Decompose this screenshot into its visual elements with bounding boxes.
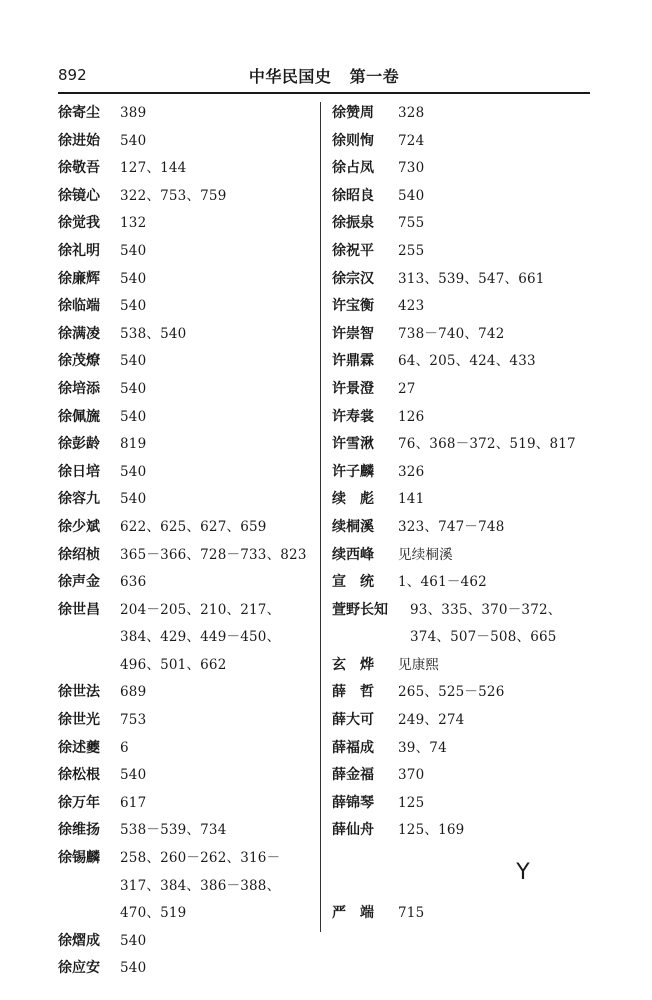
entry-name: 许景澄 xyxy=(332,380,374,397)
entry-pages: 636 xyxy=(120,574,147,591)
entry-pages: 328 xyxy=(398,105,425,121)
entry-pages: 724 xyxy=(398,132,425,149)
entry-name: 薛 哲 xyxy=(332,684,374,701)
entry-pages: 540 xyxy=(120,932,147,949)
entry-name: 徐世光 xyxy=(58,712,100,729)
entry-pages: 365－366、728－733、823 xyxy=(120,546,307,563)
index-entry xyxy=(332,266,594,294)
page-header xyxy=(58,62,590,94)
entry-pages: 540 xyxy=(120,298,147,315)
entry-name: 徐寄尘 xyxy=(58,105,100,121)
entry-pages: 540 xyxy=(120,408,147,425)
entry-pages: 753 xyxy=(120,712,147,729)
entry-pages: 730 xyxy=(398,160,425,177)
entry-name: 萱野长知 xyxy=(332,601,388,618)
index-entry xyxy=(58,128,318,156)
entry-pages: 715 xyxy=(398,905,425,922)
running-title: 中华民国史 第一卷 xyxy=(248,67,400,86)
entry-name: 徐满凌 xyxy=(58,325,100,342)
entry-pages: 540 xyxy=(120,132,147,149)
entry-name: 徐松根 xyxy=(58,767,100,784)
entry-name: 徐述夔 xyxy=(58,739,100,756)
index-entry xyxy=(332,597,594,652)
entry-name: 许崇智 xyxy=(332,325,374,342)
entry-name: 徐绍桢 xyxy=(58,546,100,563)
entry-name: 徐赞周 xyxy=(332,105,374,121)
index-entry xyxy=(58,514,318,542)
index-entry xyxy=(332,155,594,183)
index-entry xyxy=(58,790,318,818)
index-entry xyxy=(58,431,318,459)
entry-pages: 622、625、627、659 xyxy=(120,518,267,535)
entry-name: 许雪湫 xyxy=(332,436,374,453)
entry-pages: 540 xyxy=(120,242,147,259)
index-entry xyxy=(58,404,318,432)
index-entry xyxy=(58,707,318,735)
index-entry xyxy=(332,735,594,763)
entry-name: 徐则恂 xyxy=(332,132,374,149)
entry-pages: 258、260－262、316－317、384、386－388、470、519 xyxy=(120,850,281,922)
entry-pages: 127、144 xyxy=(120,160,187,177)
entry-pages: 538－539、734 xyxy=(120,822,227,839)
entry-name: 徐佩旒 xyxy=(58,408,100,425)
index-entry xyxy=(332,100,594,128)
index-entry xyxy=(332,900,594,928)
entry-name: 徐占凤 xyxy=(332,160,374,177)
entry-name: 徐应安 xyxy=(58,960,100,977)
entry-name: 徐敬吾 xyxy=(58,160,100,177)
entry-name: 徐容九 xyxy=(58,491,100,508)
index-entry xyxy=(332,128,594,156)
index-entry xyxy=(332,348,594,376)
column-divider xyxy=(320,102,321,932)
entry-name: 玄 烨 xyxy=(332,656,374,673)
entry-name: 续西峰 xyxy=(332,546,374,563)
entry-name: 薛福成 xyxy=(332,739,374,756)
entry-name: 徐觉我 xyxy=(58,215,100,232)
index-entry xyxy=(58,293,318,321)
entry-name: 徐世法 xyxy=(58,684,100,701)
entry-name: 薛仙舟 xyxy=(332,822,374,839)
entry-name: 徐镜心 xyxy=(58,187,100,204)
index-column-right xyxy=(332,100,594,928)
index-entry xyxy=(332,679,594,707)
index-entry xyxy=(332,376,594,404)
index-entry xyxy=(332,293,594,321)
entry-name: 徐进始 xyxy=(58,132,100,149)
entry-pages: 126 xyxy=(398,408,425,425)
entry-name: 许宝衡 xyxy=(332,298,374,315)
index-entry xyxy=(332,569,594,597)
entry-pages: 389 xyxy=(120,105,147,121)
entry-pages: 323、747－748 xyxy=(398,518,505,535)
entry-pages: 538、540 xyxy=(120,325,187,342)
index-entry xyxy=(58,845,318,928)
index-entry xyxy=(58,376,318,404)
index-column-left xyxy=(58,100,318,983)
index-entry xyxy=(332,817,594,845)
entry-name: 严 端 xyxy=(332,905,374,922)
entry-name: 徐临端 xyxy=(58,298,100,315)
index-entry xyxy=(58,542,318,570)
entry-pages: 125、169 xyxy=(398,822,465,839)
entry-pages: 125 xyxy=(398,794,425,811)
entry-name: 宣 统 xyxy=(332,574,374,591)
index-entry xyxy=(58,321,318,349)
entry-name: 续 彪 xyxy=(332,491,374,508)
entry-pages: 755 xyxy=(398,215,425,232)
index-entry xyxy=(58,238,318,266)
index-entry xyxy=(58,817,318,845)
index-entry xyxy=(58,155,318,183)
entry-name: 徐昭良 xyxy=(332,187,374,204)
entry-pages: 540 xyxy=(120,463,147,480)
index-entry xyxy=(58,266,318,294)
entry-name: 徐世昌 xyxy=(58,601,100,618)
entry-pages: 617 xyxy=(120,794,147,811)
entry-name: 许子麟 xyxy=(332,463,374,480)
entry-pages: 255 xyxy=(398,242,425,259)
entry-name: 徐培添 xyxy=(58,380,100,397)
entry-name: 薛锦琴 xyxy=(332,794,374,811)
index-entry xyxy=(58,569,318,597)
entry-name: 徐振泉 xyxy=(332,215,374,232)
index-entry xyxy=(58,348,318,376)
entry-pages: 370 xyxy=(398,767,425,784)
entry-pages: 27 xyxy=(398,380,416,397)
index-entry xyxy=(332,431,594,459)
index-entry xyxy=(58,210,318,238)
entry-name: 薛金福 xyxy=(332,767,374,784)
index-entry xyxy=(332,652,594,680)
entry-pages: 738－740、742 xyxy=(398,325,505,342)
entry-pages: 265、525－526 xyxy=(398,684,505,701)
entry-pages: 540 xyxy=(120,491,147,508)
entry-pages: 见康熙 xyxy=(398,656,440,673)
index-entry xyxy=(332,486,594,514)
entry-pages: 313、539、547、661 xyxy=(398,270,545,287)
entry-name: 许鼎霖 xyxy=(332,353,374,370)
page-number: 892 xyxy=(58,66,87,84)
entry-name: 徐少斌 xyxy=(58,518,100,535)
entry-pages: 326 xyxy=(398,463,425,480)
entry-name: 徐廉辉 xyxy=(58,270,100,287)
entry-pages: 93、335、370－372、374、507－508、665 xyxy=(410,601,562,646)
entry-name: 徐宗汉 xyxy=(332,270,374,287)
entry-pages: 689 xyxy=(120,684,147,701)
index-entry xyxy=(332,707,594,735)
index-entry xyxy=(332,514,594,542)
entry-name: 徐礼明 xyxy=(58,242,100,259)
entry-pages: 39、74 xyxy=(398,739,447,756)
entry-pages: 540 xyxy=(398,187,425,204)
entry-name: 徐祝平 xyxy=(332,242,374,259)
index-entry xyxy=(58,100,318,128)
entry-pages: 64、205、424、433 xyxy=(398,353,536,370)
entry-name: 许寿裳 xyxy=(332,408,374,425)
entry-name: 薛大可 xyxy=(332,712,374,729)
entry-name: 徐彭龄 xyxy=(58,436,100,453)
section-letter: Y xyxy=(516,860,530,886)
index-entry xyxy=(58,459,318,487)
index-entry xyxy=(332,404,594,432)
index-entry xyxy=(332,542,594,570)
entry-pages: 540 xyxy=(120,767,147,784)
entry-name: 徐茂燎 xyxy=(58,353,100,370)
entry-pages: 540 xyxy=(120,353,147,370)
entry-pages: 819 xyxy=(120,436,147,453)
entry-pages: 132 xyxy=(120,215,147,232)
entry-name: 徐声金 xyxy=(58,574,100,591)
index-entry xyxy=(58,928,318,956)
index-entry xyxy=(332,238,594,266)
index-entry xyxy=(332,762,594,790)
entry-pages: 540 xyxy=(120,270,147,287)
entry-pages: 见续桐溪 xyxy=(398,546,453,563)
entry-pages: 76、368－372、519、817 xyxy=(398,436,576,453)
entry-name: 续桐溪 xyxy=(332,518,374,535)
entry-pages: 1、461－462 xyxy=(398,574,487,591)
index-entry xyxy=(58,735,318,763)
entry-name: 徐锡麟 xyxy=(58,850,100,867)
entry-pages: 6 xyxy=(120,739,129,756)
entry-name: 徐日培 xyxy=(58,463,100,480)
index-entry xyxy=(332,321,594,349)
entry-name: 徐熠成 xyxy=(58,932,100,949)
index-entry xyxy=(58,955,318,983)
entry-name: 徐万年 xyxy=(58,794,100,811)
entry-pages: 249、274 xyxy=(398,712,465,729)
index-entry xyxy=(332,790,594,818)
entry-pages: 423 xyxy=(398,298,425,315)
entry-name: 徐维扬 xyxy=(58,822,100,839)
entry-pages: 540 xyxy=(120,960,147,977)
index-entry xyxy=(58,762,318,790)
index-entry xyxy=(58,183,318,211)
entry-pages: 322、753、759 xyxy=(120,187,227,204)
index-entry xyxy=(332,183,594,211)
index-entry xyxy=(58,679,318,707)
index-entry xyxy=(58,597,318,680)
entry-pages: 204－205、210、217、384、429、449－450、496、501、662 xyxy=(120,601,281,673)
entry-pages: 141 xyxy=(398,491,425,508)
entry-pages: 540 xyxy=(120,380,147,397)
index-entry xyxy=(58,486,318,514)
index-entry xyxy=(332,459,594,487)
index-entry xyxy=(332,210,594,238)
